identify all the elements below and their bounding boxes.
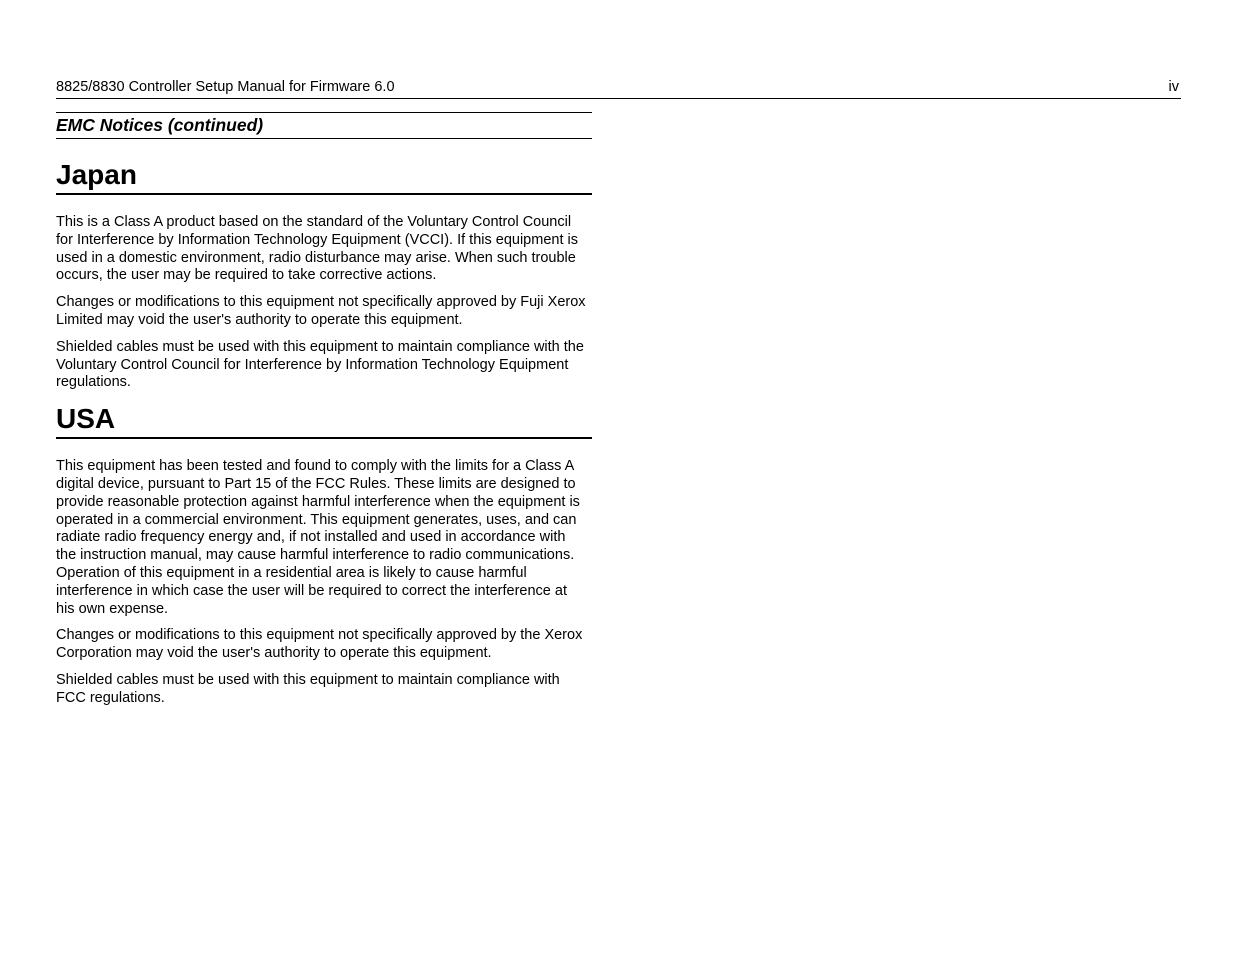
section-banner: EMC Notices (continued) — [56, 112, 592, 139]
heading-japan: Japan — [56, 158, 592, 195]
document-title: 8825/8830 Controller Setup Manual for Firmware 6.0 — [56, 79, 395, 95]
page-number: iv — [1168, 79, 1179, 95]
usa-paragraph: Shielded cables must be used with this equipment to maintain compliance with FCC regulations. — [56, 671, 560, 706]
japan-paragraph: Changes or modifications to this equipment not specifically approved by Fuji Xerox Limited may void the user's authority to operate this equipment. — [56, 294, 586, 328]
content-column — [56, 112, 592, 708]
usa-paragraph: This equipment has been tested and found to comply with the limits for a Class A digital device, pursuant to Part 15 of the FCC Rules. These limits are designed to provide reasonable protection against harmful interference when the equipment is operated in a commercial environment. This equipment generates, uses, and can radiate radio frequency energy and, if not installed and used in accordance with the instruction manual, may cause harmful interference to radio communications. Operation of this equipment in a residential area is likely to cause harmful interference in which case the user will be required to correct the interference at his own expense. — [56, 458, 580, 617]
usa-paragraph: Changes or modifications to this equipment not specifically approved by the Xerox Corporation may void the user's authority to operate this equipment. — [56, 627, 583, 662]
japan-paragraph: This is a Class A product based on the standard of the Voluntary Control Council for Interference by Information Technology Equipment (VCCI). If this equipment is used in a domestic environment, radio disturbance may arise. When such trouble occurs, the user may be required to take corrective actions. — [56, 214, 578, 284]
page-header — [56, 79, 1181, 99]
heading-usa: USA — [56, 402, 592, 439]
japan-paragraph: Shielded cables must be used with this equipment to maintain compliance with the Voluntary Control Council for Interference by Information Technology Equipment regulations. — [56, 338, 584, 391]
